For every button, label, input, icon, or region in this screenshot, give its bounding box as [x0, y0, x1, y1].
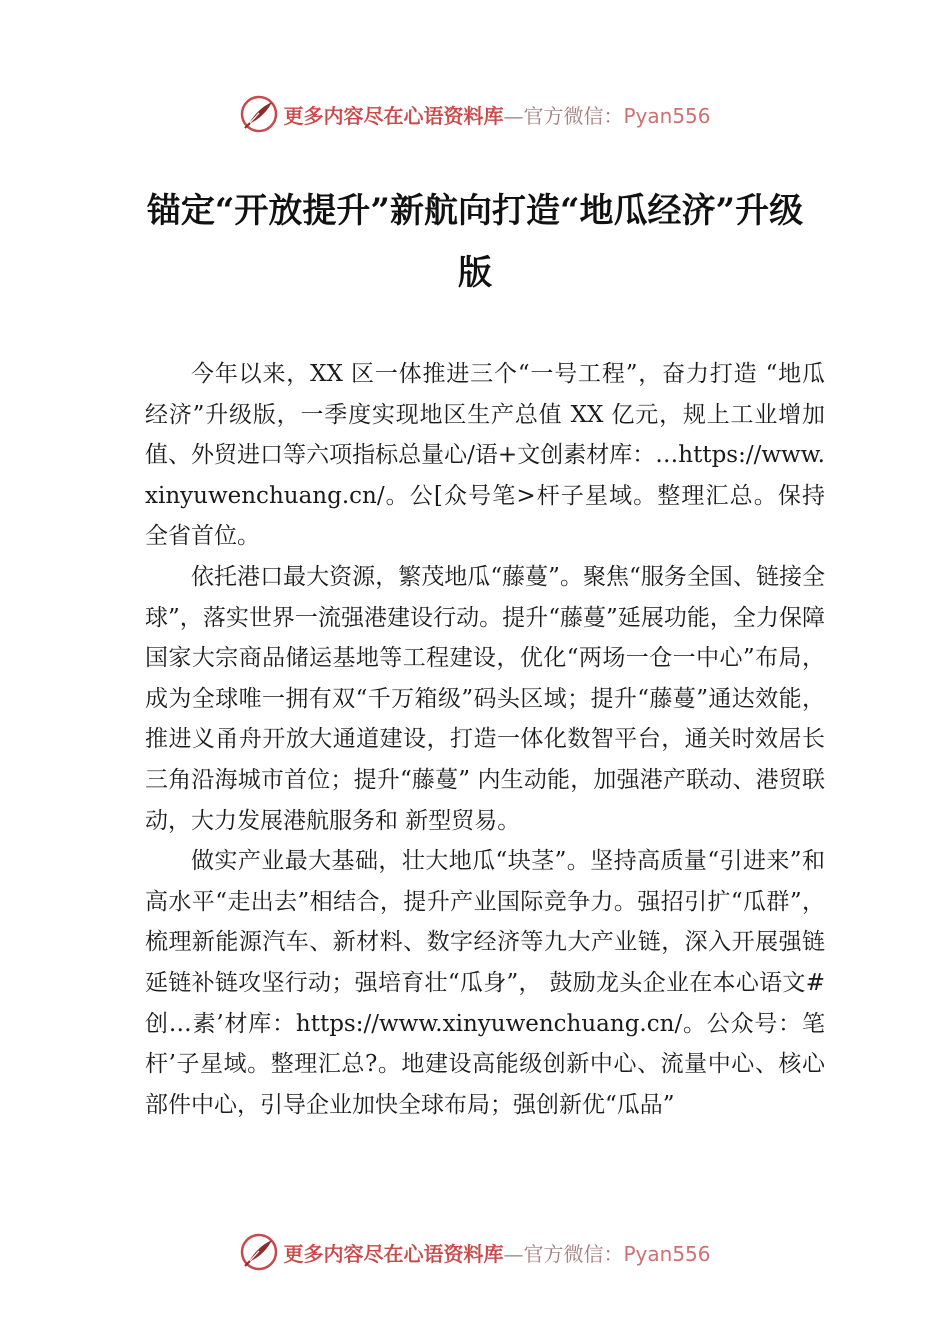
banner-text — [283, 100, 710, 129]
banner-dash: — — [503, 103, 524, 128]
footer-banner — [0, 1230, 950, 1274]
document-title: 锚定“开放提升”新航向打造“地瓜经济”升级版 — [146, 191, 804, 293]
banner-wechat-label: 官方微信： — [523, 103, 624, 128]
banner-dash: — — [503, 1241, 524, 1266]
quill-pen-logo-icon — [239, 94, 279, 134]
paragraph-3: 做实产业最大基础，壮大地瓜“块茎”。坚持高质量“引进来”和高水平“走出去”相结合，提升产业国际竞争力。强招引扩“瓜群”，梳理新能源汽车、新材料、数字经济等九大产业链，深入开展强链延链补链攻坚行动；强培育壮“瓜身”， 鼓励龙头企业在本心语文#创…素’材库：https://www.xinyuwenchuang.cn/。公众号：笔杆’子星域。整理汇总?。地建设高能级创新中心、流量中心、核心部件中心，引导企业加快全球布局；强创新优“瓜品” — [145, 848, 825, 1118]
banner-main-text: 更多内容尽在心语资料库 — [283, 103, 504, 128]
banner-wechat-account: Pyan556 — [623, 103, 711, 128]
banner-wechat-account: Pyan556 — [623, 1241, 711, 1266]
quill-pen-logo-icon — [239, 1232, 279, 1272]
paragraph-2: 依托港口最大资源，繁茂地瓜“藤蔓”。聚焦“服务全国、链接全球”，落实世界一流强港建设行动。提升“藤蔓”延展功能，全力保障国家大宗商品储运基地等工程建设，优化“两场一仓一中心”布局，成为全球唯一拥有双“千万箱级”码头区域；提升“藤蔓”通达效能，推进义甬舟开放大通道建设，打造一体化数智平台，通关时效居长三角沿海城市首位；提升“藤蔓” 内生动能，加强港产联动、港贸联动，大力发展港航服务和 新型贸易。 — [145, 563, 825, 834]
document-body — [145, 354, 825, 1125]
banner-main-text: 更多内容尽在心语资料库 — [283, 1241, 504, 1266]
header-banner — [0, 92, 950, 136]
paragraph-1: 今年以来，XX 区一体推进三个“一号工程”，奋力打造 “地瓜经济”升级版，一季度实现地区生产总值 XX 亿元，规上工业增加值、外贸进口等六项指标总量心/语+文创素材库：…https://www.xinyuwenchuang.cn/。公[众号笔>杆子星域。整理汇总。保持全省首位。 — [145, 361, 825, 550]
banner-text — [283, 1238, 710, 1267]
banner-wechat-label: 官方微信： — [523, 1241, 624, 1266]
